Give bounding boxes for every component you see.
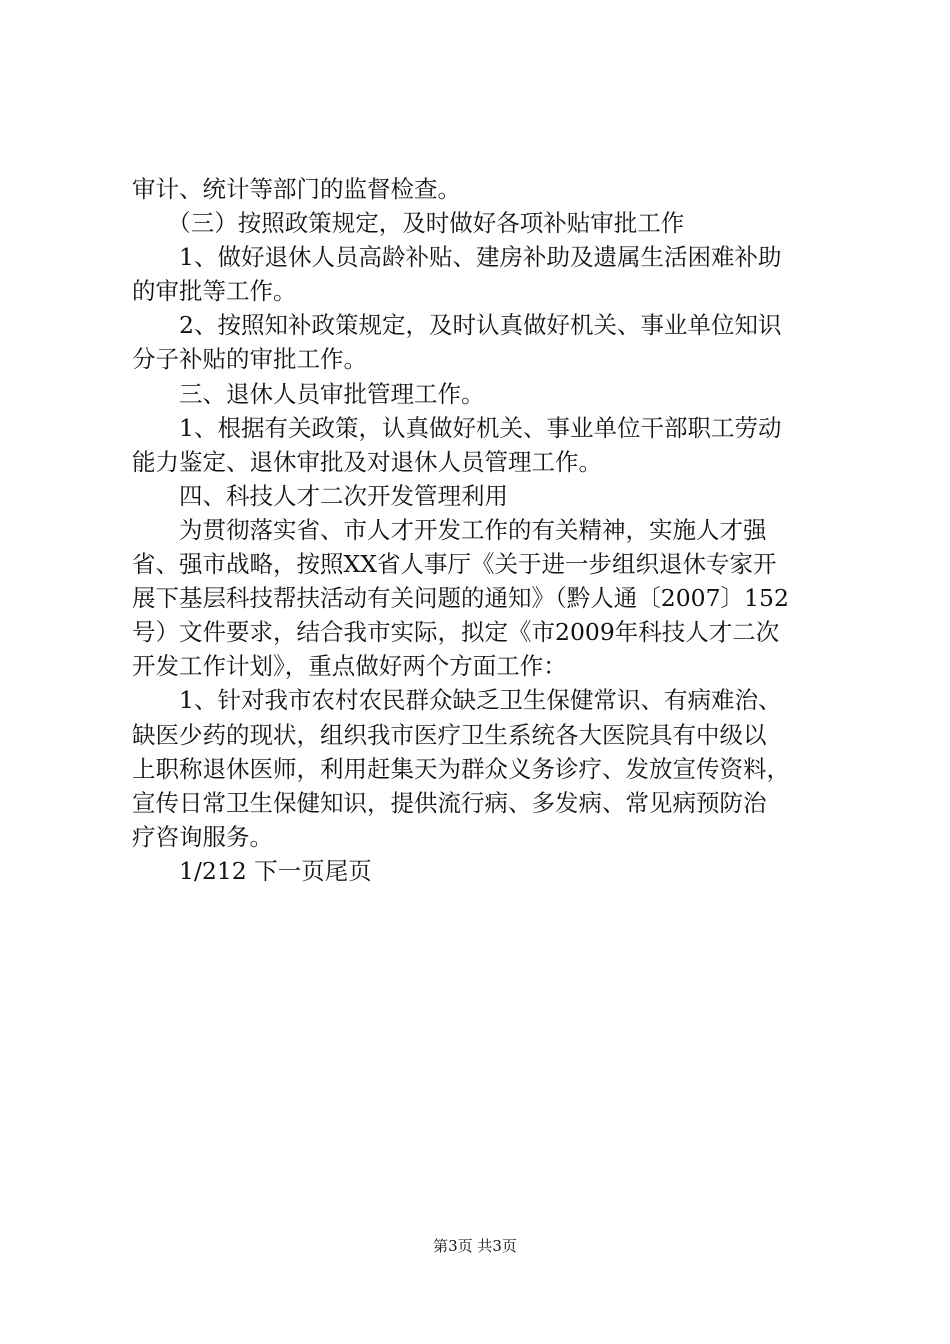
- text-line: 1、做好退休人员高龄补贴、建房补助及遗属生活困难补助: [132, 243, 782, 272]
- section-heading: 四、科技人才二次开发管理利用: [132, 481, 508, 510]
- section-heading: （三）按照政策规定，及时做好各项补贴审批工作: [132, 209, 685, 238]
- text-line: 分子补贴的审批工作。: [132, 345, 367, 374]
- text-line: 宣传日常卫生保健知识，提供流行病、多发病、常见病预防治: [132, 788, 767, 817]
- text-line: 能力鉴定、退休审批及对退休人员管理工作。: [132, 447, 602, 476]
- text-line: 展下基层科技帮扶活动有关问题的通知》（黔人通〔2007〕152: [132, 584, 789, 613]
- page-footer: 第3页 共3页: [433, 1237, 517, 1255]
- text-line: 1、根据有关政策，认真做好机关、事业单位干部职工劳动: [132, 413, 782, 442]
- text-line: 开发工作计划》，重点做好两个方面工作：: [132, 652, 567, 681]
- section-heading: 三、退休人员审批管理工作。: [132, 379, 485, 408]
- text-line: 上职称退休医师，利用赶集天为群众义务诊疗、发放宣传资料，: [132, 754, 790, 783]
- document-body: [132, 172, 832, 888]
- text-line: 为贯彻落实省、市人才开发工作的有关精神，实施人才强: [132, 515, 767, 544]
- text-line: 号）文件要求，结合我市实际，拟定《市2009年科技人才二次: [132, 618, 780, 647]
- text-line: 疗咨询服务。: [132, 822, 273, 851]
- pagination-text: 1/212 下一页尾页: [132, 856, 372, 885]
- text-line: 1、针对我市农村农民群众缺乏卫生保健常识、有病难治、: [132, 686, 782, 715]
- text-line: 的审批等工作。: [132, 277, 297, 306]
- text-line: 审计、统计等部门的监督检查。: [132, 175, 461, 203]
- text-line: 缺医少药的现状，组织我市医疗卫生系统各大医院具有中级以: [132, 720, 767, 749]
- text-line: 省、强市战略，按照XX省人事厅《关于进一步组织退休专家开: [132, 550, 777, 579]
- text-line: 2、按照知补政策规定，及时认真做好机关、事业单位知识: [132, 311, 782, 340]
